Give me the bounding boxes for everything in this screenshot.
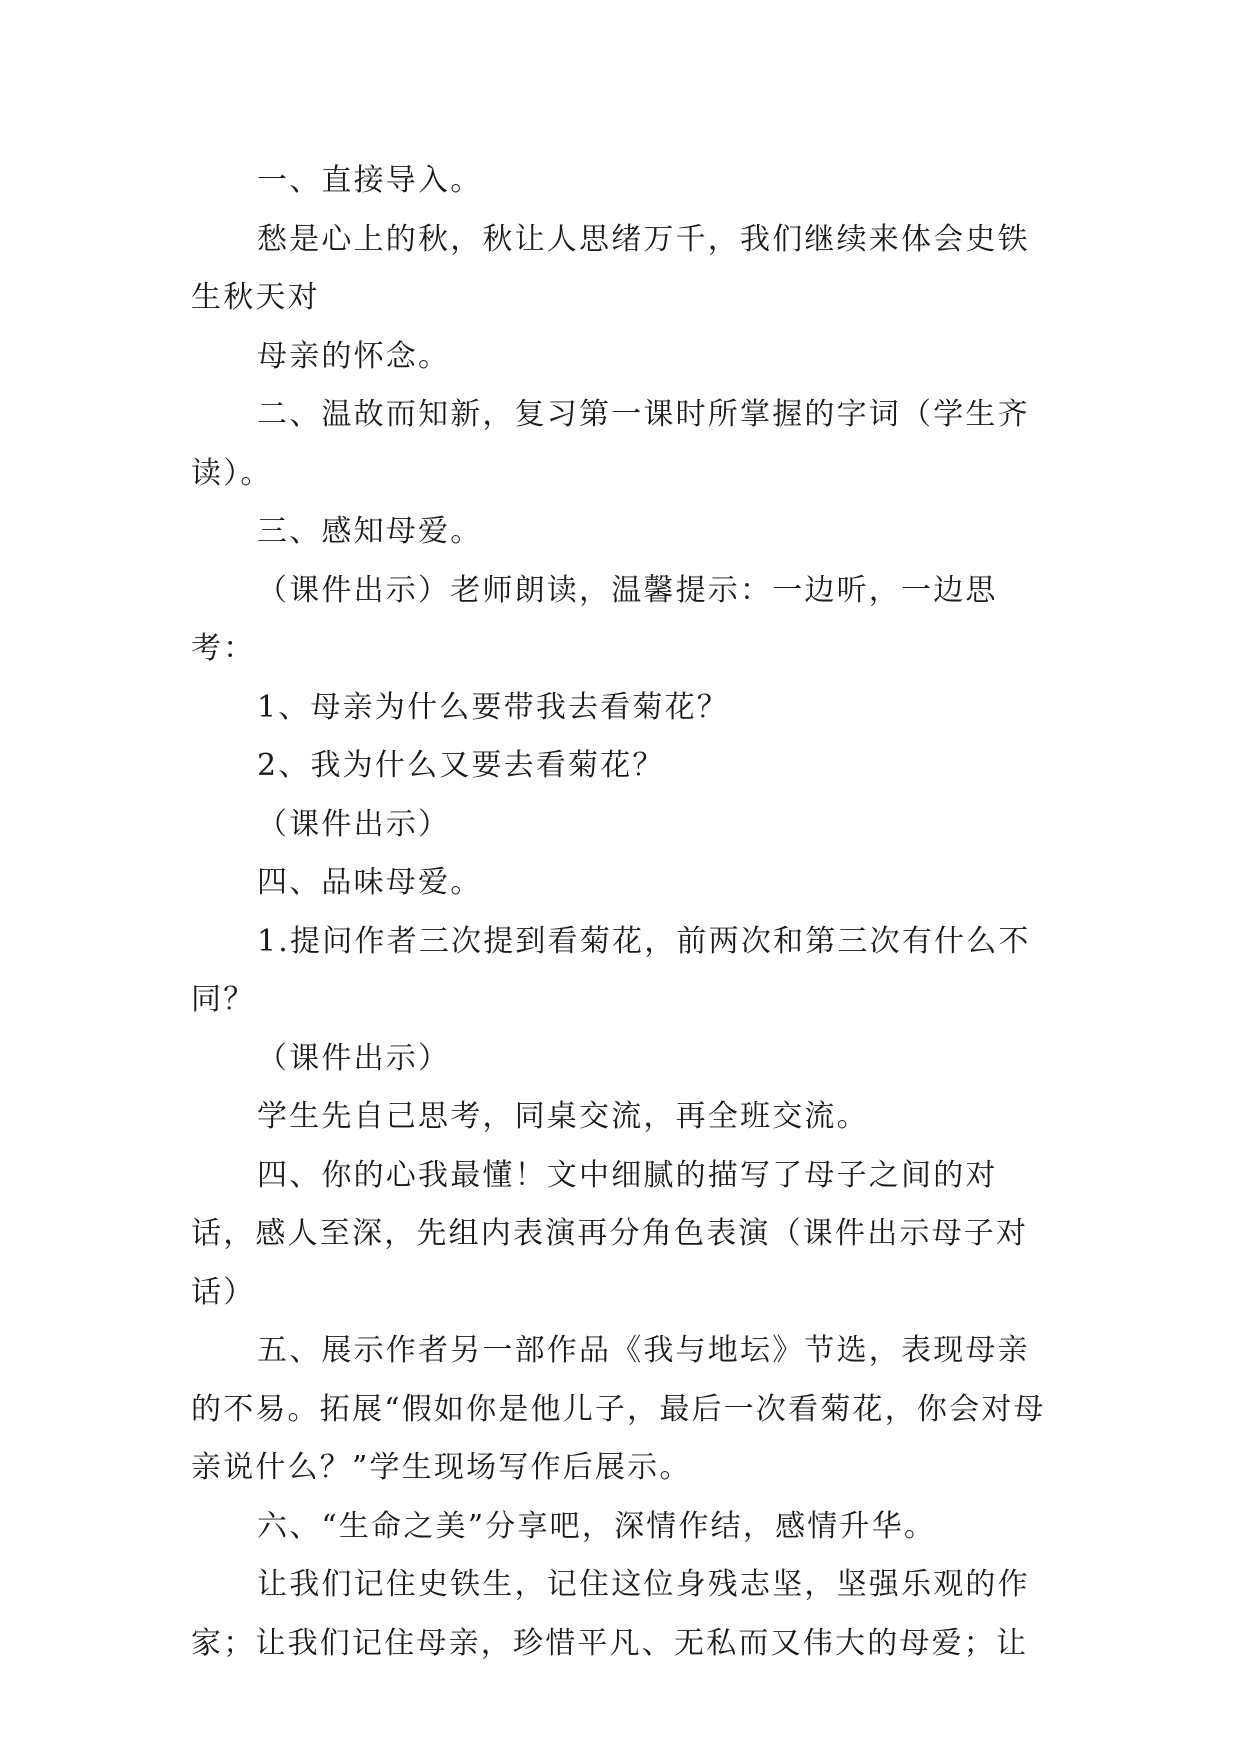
paragraph: 母亲的怀念。: [257, 338, 451, 374]
paragraph: 四、品味母爱。: [257, 865, 483, 900]
paragraph: 二、温故而知新，复习第一课时所掌握的字词（学生齐读）。: [191, 397, 1030, 491]
paragraph: 四、你的心我最懂！文中细腻的描写了母子之间的对话，感人至深，先组内表演再分角色表演（课件出示母子对话）: [191, 1157, 1029, 1310]
paragraph: （课件出示）: [257, 806, 451, 842]
paragraph: 2、我为什么又要去看菊花？: [257, 748, 665, 783]
paragraph: 六、“生命之美”分享吧，深情作结，感情升华。: [257, 1508, 937, 1544]
paragraph: （课件出示）老师朗读，温馨提示：一边听，一边思考：: [191, 572, 998, 666]
paragraph: 让我们记住史铁生，记住这位身残志坚，坚强乐观的作家；让我们记住母亲，珍惜平凡、无私而又伟大的母爱；让: [191, 1567, 1030, 1661]
paragraph: （课件出示）: [257, 1040, 451, 1076]
paragraph: 1.提问作者三次提到看菊花，前两次和第三次有什么不同？: [191, 923, 1031, 1017]
paragraph: 1、母亲为什么要带我去看菊花？: [257, 689, 730, 725]
paragraph: 三、感知母爱。: [257, 514, 483, 549]
document-body: [191, 152, 1051, 1673]
paragraph: 学生先自己思考，同桌交流，再全班交流。: [257, 1099, 869, 1134]
paragraph: 愁是心上的秋，秋让人思绪万千，我们继续来体会史铁生秋天对: [191, 221, 1030, 315]
paragraph: 五、展示作者另一部作品《我与地坛》节选，表现母亲的不易。拓展“假如你是他儿子，最后一次看菊花，你会对母亲说什么？”学生现场写作后展示。: [191, 1333, 1046, 1485]
paragraph: 一、直接导入。: [257, 163, 483, 198]
